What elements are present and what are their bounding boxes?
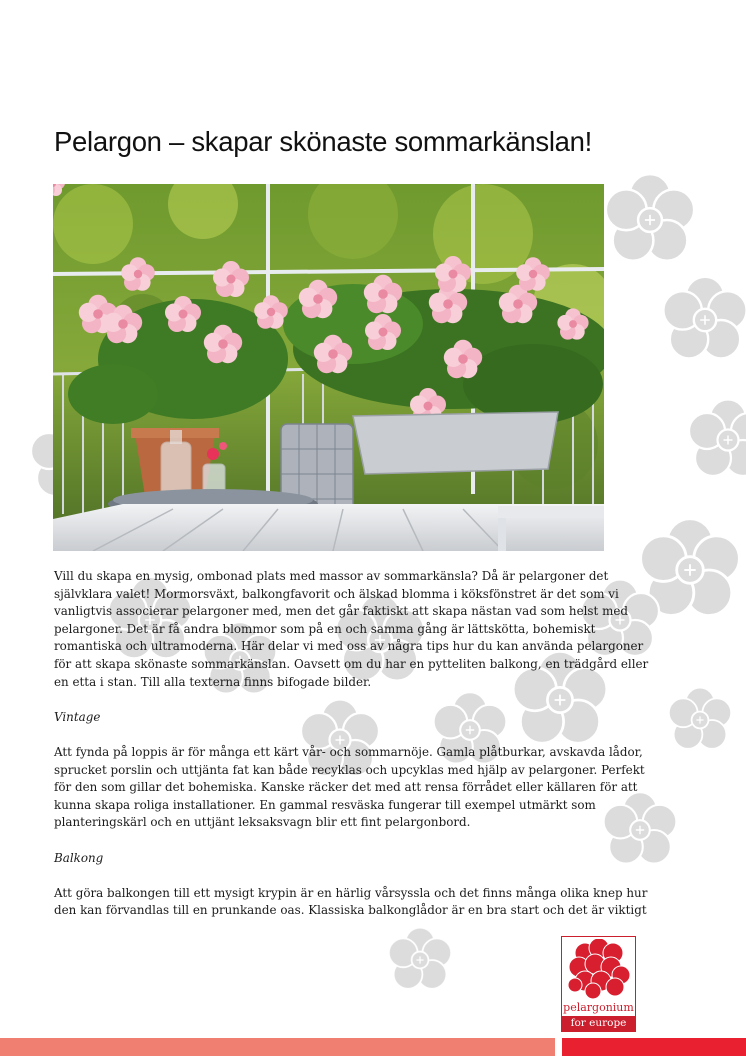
section-heading-vintage: Vintage	[54, 709, 101, 724]
red-flower-icon	[565, 939, 632, 1001]
vintage-line: sprucket porslin och uttjänta fat kan både recyklas och upcyklas med hjälp av pelargoner. Perfekt	[54, 762, 645, 777]
intro-line: en etta i stan. Till alla texterna finns bifogade bilder.	[54, 674, 372, 689]
intro-line: självklara valet! Mormorsväxt, balkongfavorit och älskad blomma i köksfönstret är det som vi	[54, 586, 619, 601]
page-title: Pelargon – skapar skönaste sommarkänslan!	[54, 126, 592, 157]
section-heading-balkong: Balkong	[54, 850, 104, 865]
vintage-paragraph	[54, 744, 684, 832]
footer-bar-red	[562, 1038, 746, 1056]
balkong-line: Att göra balkongen till ett mysigt krypin är en härlig vårsyssla och det finns många olika knep hur	[54, 885, 648, 900]
article-body	[54, 568, 684, 920]
balkong-line: den kan förvandlas till en prunkande oas. Klassiska balkonglådor är en bra start och det är viktigt	[54, 903, 647, 918]
footer-bar-salmon	[0, 1038, 555, 1056]
logo-name: pelargonium	[563, 1001, 634, 1014]
vintage-line: planteringskärl och en uttjänt leksaksvagn blir ett fint pelargonbord.	[54, 815, 471, 830]
pelargonium-balcony-photo	[53, 184, 604, 551]
logo-subtitle: for europe	[562, 1016, 635, 1031]
balkong-paragraph	[54, 885, 684, 920]
vintage-line: för den som gillar det bohemiska. Kanske räcker det med att rensa förrådet eller källaren för att	[54, 780, 638, 795]
intro-paragraph	[54, 568, 684, 691]
vintage-line: kunna skapa roliga installationer. En gammal resväska fungerar till exempel utmärkt som	[54, 797, 596, 812]
intro-line: för att skapa skönaste sommarkänslan. Oavsett om du har en pytteliten balkong, en trädgård eller	[54, 656, 649, 671]
intro-line: vanligtvis associerar pelargoner med, men det går faktiskt att skapa nästan vad som helst med	[54, 604, 629, 619]
vintage-line: Att fynda på loppis är för många ett kärt vår- och sommarnöje. Gamla plåtburkar, avskavda lådor,	[54, 744, 643, 759]
intro-line: Vill du skapa en mysig, ombonad plats med massor av sommarkänsla? Då är pelargoner det	[54, 569, 609, 583]
intro-line: romantiska och ultramoderna. Här delar vi med oss av några tips hur du kan använda pelargoner	[54, 639, 644, 654]
intro-line: pelargoner. Det är få andra blommor som på en och samma gång är lättskötta, bohemiskt	[54, 621, 596, 636]
pelargonium-for-europe-logo	[561, 936, 636, 1032]
